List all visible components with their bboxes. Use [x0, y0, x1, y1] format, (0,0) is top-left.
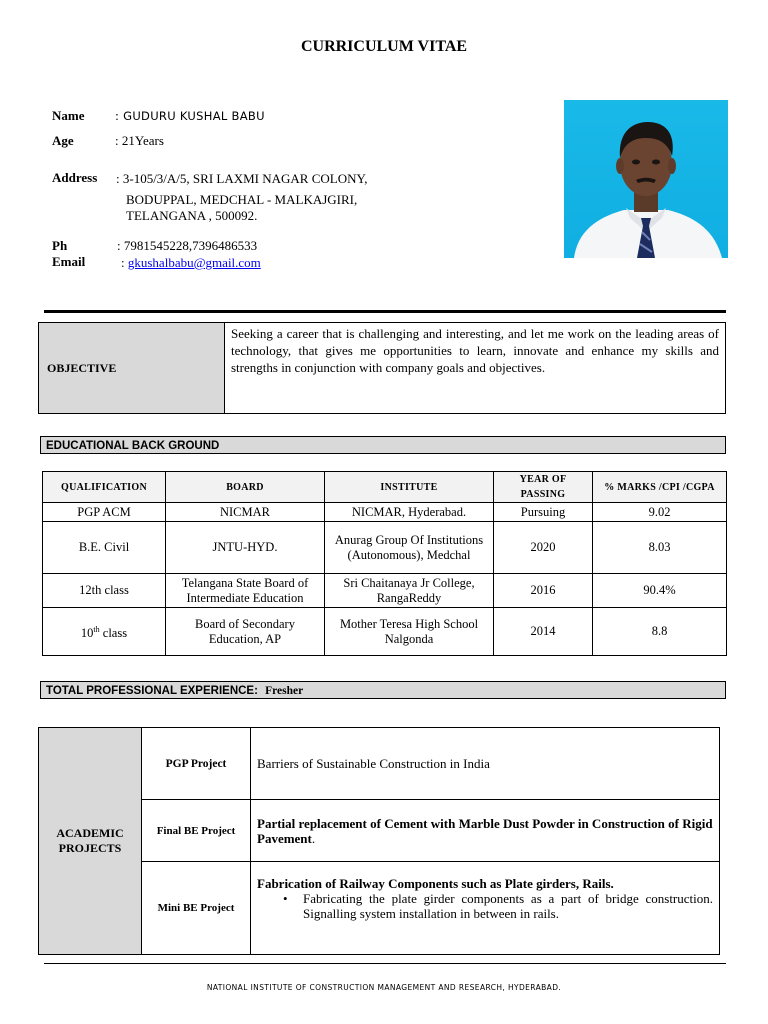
phone-label: Ph: [52, 238, 68, 253]
experience-bar: [40, 681, 726, 699]
column-header-board: BOARD: [166, 472, 325, 503]
education-heading: EDUCATIONAL BACK GROUND: [40, 436, 726, 454]
project-title: Fabrication of Railway Components such as Plate girders, Rails.: [257, 876, 614, 891]
experience-label: TOTAL PROFESSIONAL EXPERIENCE:: [46, 685, 258, 697]
cell-year: 2014: [494, 608, 593, 656]
education-header-row: [43, 472, 727, 503]
cell-year: 2016: [494, 574, 593, 608]
cell-year: Pursuing: [494, 503, 593, 522]
cell-marks: 90.4%: [593, 574, 727, 608]
project-name: PGP Project: [142, 728, 251, 800]
projects-table: [38, 727, 720, 955]
email-colon: :: [121, 255, 125, 270]
project-name: Mini BE Project: [142, 862, 251, 955]
project-title: Barriers of Sustainable Construction in India: [251, 728, 720, 800]
cell-qualification: B.E. Civil: [43, 522, 166, 574]
cell-marks: 9.02: [593, 503, 727, 522]
column-header-qualification: QUALIFICATION: [43, 472, 166, 503]
bullet-text: Fabricating the plate girder components as a part of bridge construction. Signalling system installation in between in rails.: [303, 891, 713, 921]
cell-marks: 8.03: [593, 522, 727, 574]
table-row: [43, 608, 727, 656]
address-label: Address: [52, 170, 98, 185]
footer-text: NATIONAL INSTITUTE OF CONSTRUCTION MANAGEMENT AND RESEARCH, HYDERABAD.: [206, 983, 562, 992]
project-description: [251, 862, 720, 955]
objective-table: [38, 322, 726, 414]
profile-photo: [564, 100, 728, 258]
address-line-3: TELANGANA , 500092.: [126, 208, 258, 223]
objective-heading: OBJECTIVE: [39, 323, 225, 414]
cell-marks: 8.8: [593, 608, 727, 656]
age-value: : 21Years: [115, 133, 164, 148]
email-label: Email: [52, 254, 86, 269]
cell-institute: NICMAR, Hyderabad.: [325, 503, 494, 522]
projects-heading: ACADEMIC PROJECTS: [39, 728, 142, 955]
project-title: Partial replacement of Cement with Marble Dust Powder in Construction of Rigid Pavement.: [251, 800, 720, 862]
name-value: : GUDURU KUSHAL BABU: [115, 109, 265, 123]
name-label: Name: [52, 108, 85, 123]
column-header-year: YEAR OF PASSING: [494, 472, 593, 503]
column-header-institute: INSTITUTE: [325, 472, 494, 503]
document-title: CURRICULUM VITAE: [300, 38, 468, 55]
table-row: [43, 574, 727, 608]
footer-divider: [44, 963, 726, 964]
person-photo-icon: [564, 100, 728, 258]
cell-qualification: PGP ACM: [43, 503, 166, 522]
table-row: [43, 522, 727, 574]
list-item: [257, 891, 713, 921]
bullet-icon: •: [283, 891, 288, 906]
cell-board: NICMAR: [166, 503, 325, 522]
cell-year: 2020: [494, 522, 593, 574]
table-row: [43, 503, 727, 522]
email-field: [121, 255, 261, 271]
address-line-1: : 3-105/3/A/5, SRI LAXMI NAGAR COLONY,: [116, 171, 368, 186]
cell-qualification: 12th class: [43, 574, 166, 608]
phone-value: : 7981545228,7396486533: [117, 238, 258, 253]
objective-text: Seeking a career that is challenging and interesting, and let me work on the leading areas of technology, that gives me opportunities to learn, innovate and enhance my skills and strengths in conjunction with company goals and objectives.: [225, 323, 726, 414]
cell-institute: Mother Teresa High School Nalgonda: [325, 608, 494, 656]
cell-board: Board of Secondary Education, AP: [166, 608, 325, 656]
email-link[interactable]: gkushalbabu@gmail.com: [127, 255, 261, 270]
cell-institute: Sri Chaitanaya Jr College, RangaReddy: [325, 574, 494, 608]
section-divider: [44, 310, 726, 313]
education-table: [42, 471, 727, 656]
cell-institute: Anurag Group Of Institutions (Autonomous), Medchal: [325, 522, 494, 574]
age-label: Age: [52, 133, 74, 148]
cell-board: Telangana State Board of Intermediate Education: [166, 574, 325, 608]
address-line-2: BODUPPAL, MEDCHAL - MALKAJGIRI,: [126, 192, 358, 207]
cell-qualification: 10th class: [43, 608, 166, 656]
experience-value: Fresher: [265, 685, 304, 697]
column-header-marks: % MARKS /CPI /CGPA: [593, 472, 727, 503]
cell-board: JNTU-HYD.: [166, 522, 325, 574]
project-name: Final BE Project: [142, 800, 251, 862]
